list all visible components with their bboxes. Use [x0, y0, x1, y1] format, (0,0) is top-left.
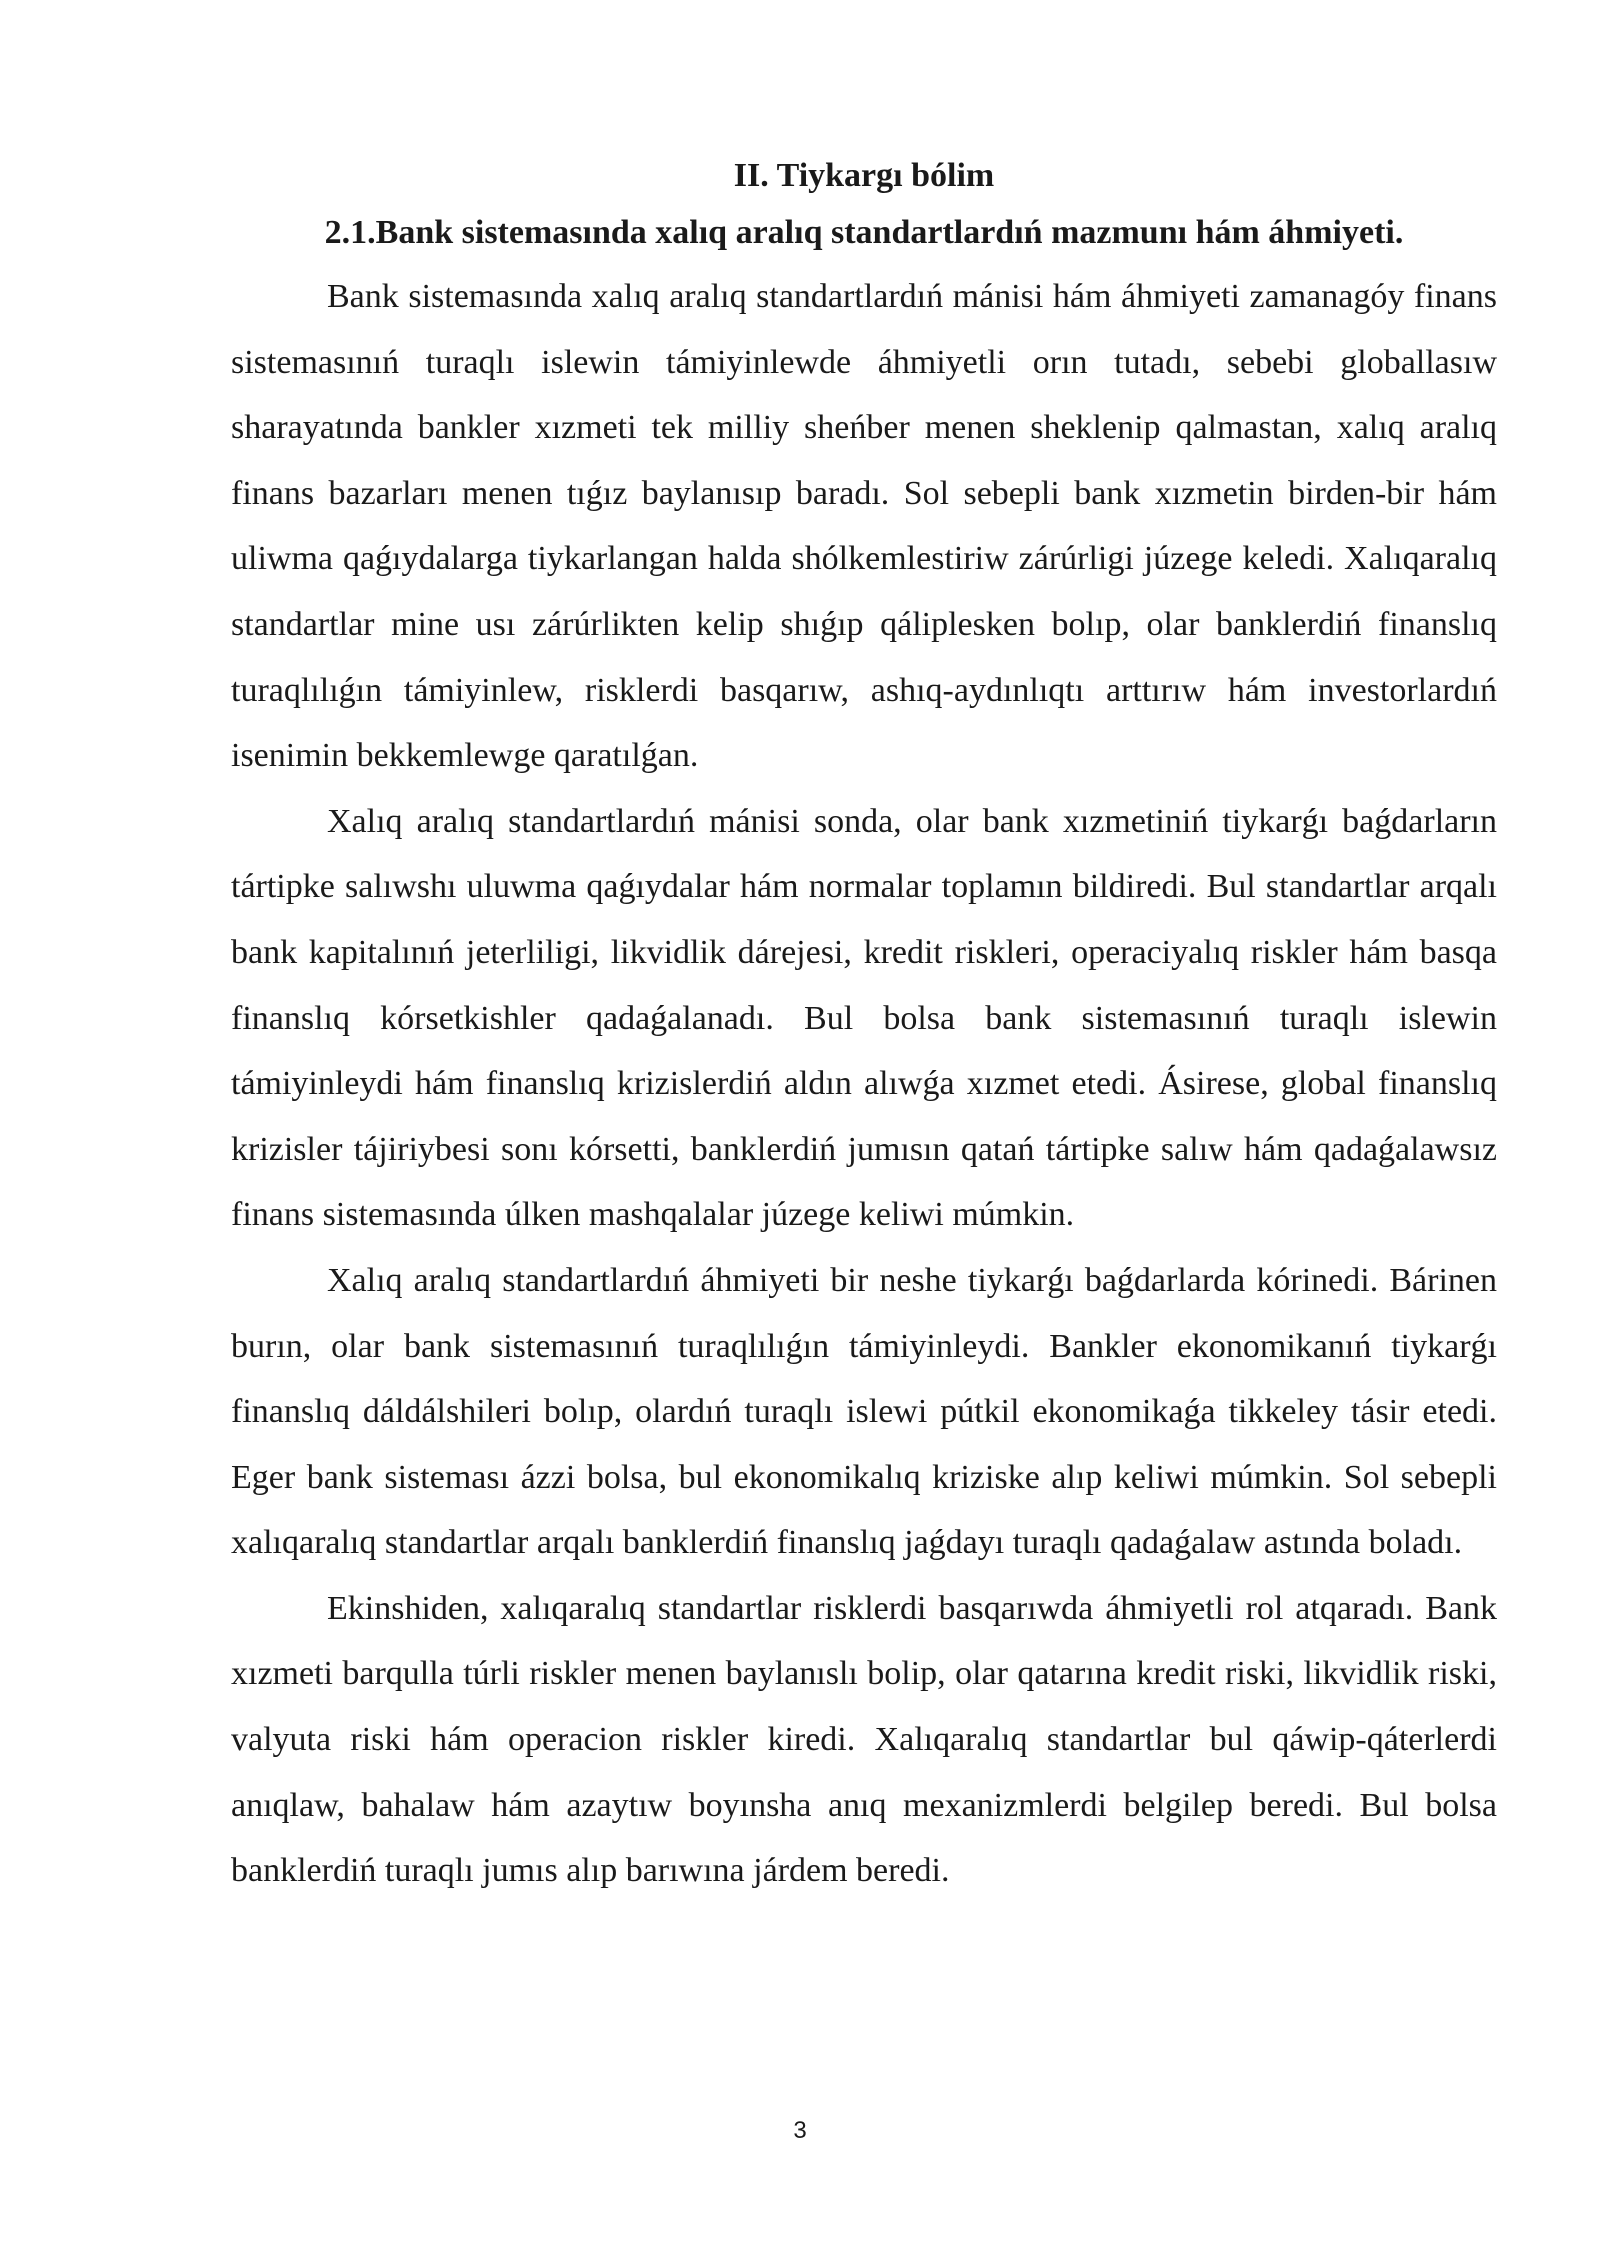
paragraph-4: Ekinshiden, xalıqaralıq standartlar risklerdi basqarıwda áhmiyetli rol atqaradı. Bank xızmeti barqulla túrli riskler menen baylanıslı bolip, olar qatarına kredit riski, likvidlik riski, valyuta riski hám operacion riskler kiredi. Xalıqaralıq standartlar bul qáwip-qáterlerdi anıqlaw, bahalaw hám azaytıw boyınsha anıq mexanizmlerdi belgilep beredi. Bul bolsa banklerdiń turaqlı jumıs alıp barıwına járdem beredi.	[231, 1589, 1497, 1890]
paragraph-2: Xalıq aralıq standartlardıń mánisi sonda, olar bank xızmetiniń tiykarǵı baǵdarların tártipke salıwshı uluwma qaǵıydalar hám normalar toplamın bildiredi. Bul standartlar arqalı bank kapitalınıń jeterliligi, likvidlik dárejesi, kredit riskleri, operaciyalıq riskler hám basqa finanslıq kórsetkishler qadaǵalanadı. Bul bolsa bank sistemasınıń turaqlı islewin támiyinleydi hám finanslıq krizislerdiń aldın alıwǵa xızmet etedi. Ásirese, global finanslıq krizisler tájiriybesi sonı kórsetti, banklerdiń jumısın qatań tártipke salıw hám qadaǵalawsız finans sistemasında úlken mashqalalar júzege keliwi múmkin.	[231, 802, 1497, 1234]
paragraph-3: Xalıq aralıq standartlardıń áhmiyeti bir neshe tiykarǵı baǵdarlarda kórinedi. Bárinen burın, olar bank sistemasınıń turaqlılıǵın támiyinleydi. Bankler ekonomikanıń tiykarǵı finanslıq dáldálshileri bolıp, olardıń turaqlı islewi pútkil ekonomikaǵa tikkeley tásir etedi. Eger bank sisteması ázzi bolsa, bul ekonomikalıq kriziske alıp keliwi múmkin. Sol sebepli xalıqaralıq standartlar arqalı banklerdiń finanslıq jaǵdayı turaqlı qadaǵalaw astında boladı.	[231, 1261, 1497, 1562]
document-page	[231, 150, 1497, 1904]
chapter-title: II. Tiykargı bólim	[733, 157, 995, 194]
page-number: 3	[793, 2117, 807, 2144]
paragraph-1: Bank sistemasında xalıq aralıq standartlardıń mánisi hám áhmiyeti zamanagóy finans sistemasınıń turaqlı islewin támiyinlewde áhmiyetli orın tutadı, sebebi globallasıw sharayatında bankler xızmeti tek milliy sheńber menen sheklenip qalmastan, xalıq aralıq finans bazarları menen tıǵız baylanısıp baradı. Sol sebepli bank xızmetin birden-bir hám uliwma qaǵıydalarga tiykarlangan halda shólkemlestiriw zárúrligi júzege keledi. Xalıqaralıq standartlar mine usı zárúrlikten kelip shıǵıp qáliplesken bolıp, olar banklerdiń finanslıq turaqlılıǵın támiyinlew, risklerdi basqarıw, ashıq-aydınlıqtı arttırıw hám investorlardıń isenimin bekkemlewge qaratılǵan.	[231, 278, 1497, 775]
section-title: 2.1.Bank sistemasında xalıq aralıq standartlardıń mazmunı hám áhmiyeti.	[324, 214, 1404, 251]
